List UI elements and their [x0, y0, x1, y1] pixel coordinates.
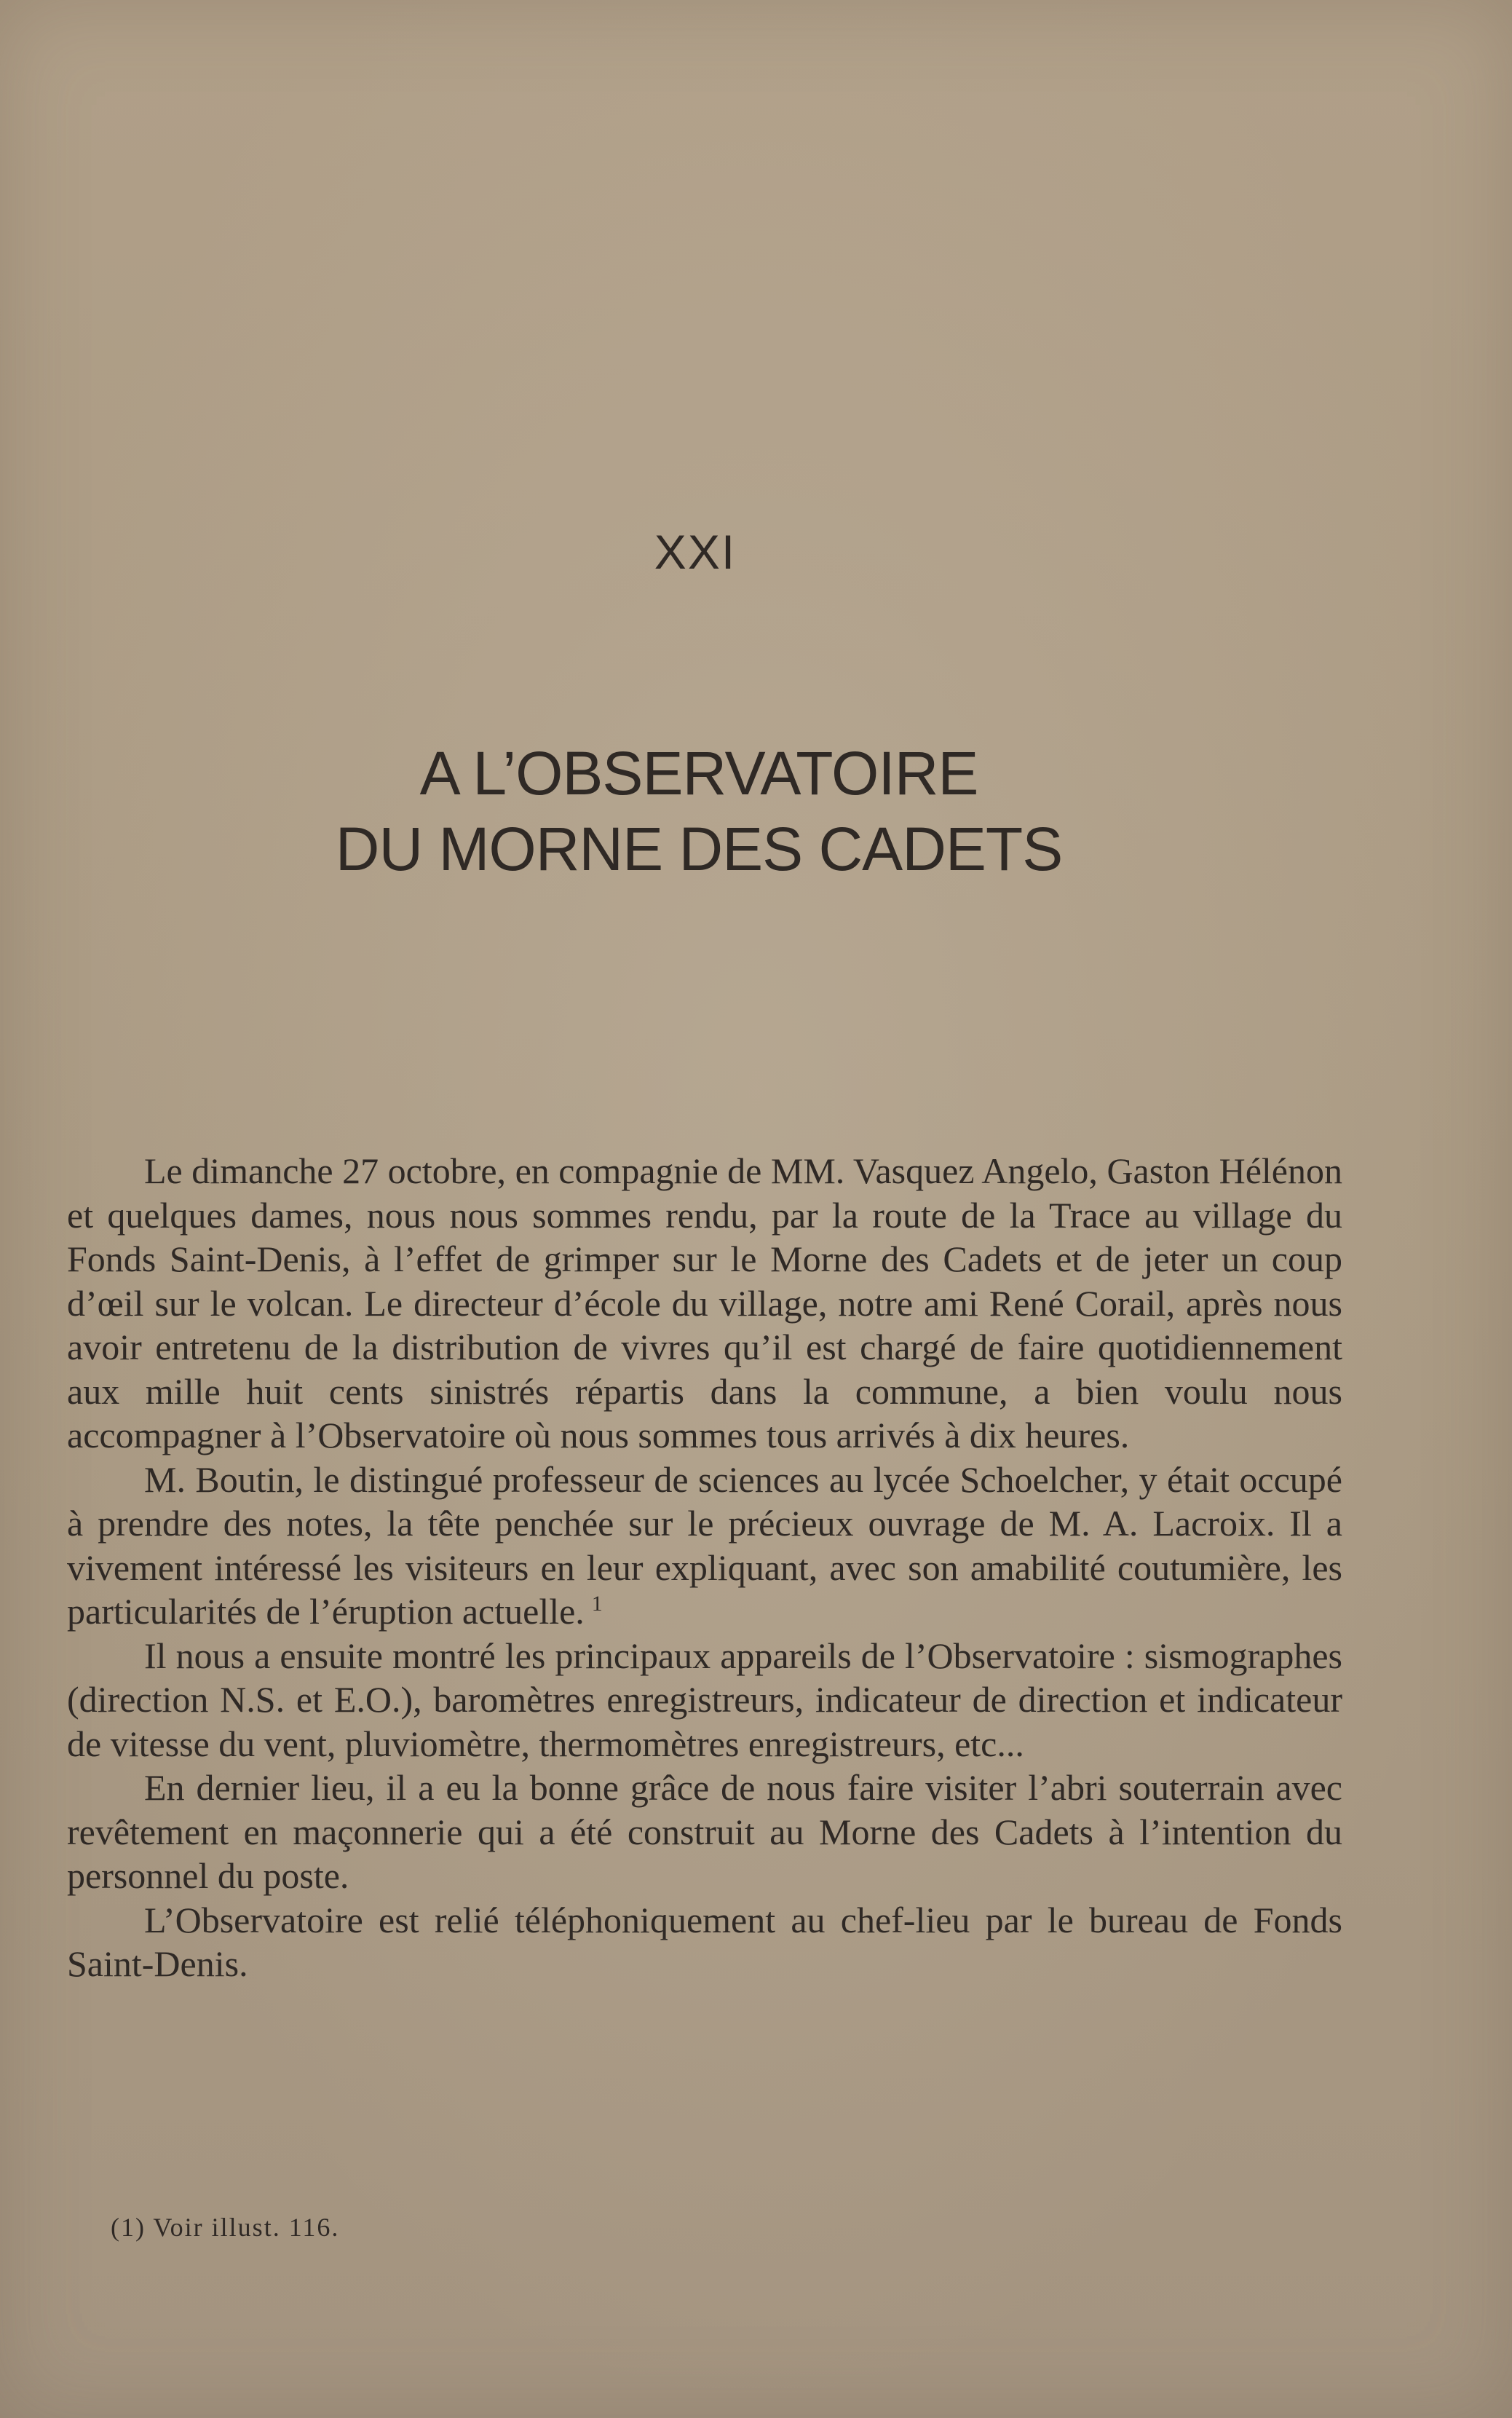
body-text	[67, 1149, 1342, 1986]
footnote-reference: 1	[591, 1592, 603, 1616]
chapter-title-line-1: A L’OBSERVATOIRE	[419, 739, 978, 807]
chapter-title-line-2: DU MORNE DES CADETS	[335, 815, 1063, 883]
paragraph	[67, 1458, 1342, 1634]
paragraph: Le dimanche 27 octobre, en compagnie de MM. Vasquez Angelo, Gaston Hélénon et quelques dames, nous nous sommes rendu, par la route de la Trace au village du Fonds Saint-Denis, à l’effet de grimper sur le Morne des Cadets et de jeter un coup d’œil sur le volcan. Le directeur d’école du village, notre ami René Corail, après nous avoir entretenu de la distribution de vivres qu’il est chargé de faire quotidiennement aux mille huit cents sinistrés répartis dans la commune, a bien voulu nous accompagner à l’Observatoire où nous sommes tous arrivés à dix heures.	[67, 1150, 1342, 1455]
chapter-number: XXI	[654, 525, 737, 579]
footnote: (1) Voir illust. 116.	[111, 2213, 340, 2242]
chapter-title	[0, 735, 1398, 887]
paragraph: En dernier lieu, il a eu la bonne grâce de nous faire visiter l’abri souterrain avec revêtement en maçonnerie qui a été construit au Morne des Cadets à l’intention du personnel du poste.	[67, 1767, 1342, 1896]
paragraph: L’Observatoire est relié téléphoniquement au chef-lieu par le bureau de Fonds Saint-Denis.	[67, 1899, 1342, 1984]
paragraph: Il nous a ensuite montré les principaux appareils de l’Observatoire : sismographes (direction N.S. et E.O.), baromètres enregistreurs, indicateur de direction et indicateur de vitesse du vent, pluviomètre, thermomètres enregistreurs, etc...	[67, 1635, 1342, 1764]
paragraph-text: M. Boutin, le distingué professeur de sciences au lycée Schoelcher, y était occupé à prendre des notes, la tête penchée sur le précieux ouvrage de M. A. Lacroix. Il a vivement intéressé les visiteurs en leur expliquant, avec son amabilité coutumière, les particularités de l’éruption actuelle.	[67, 1458, 1342, 1632]
